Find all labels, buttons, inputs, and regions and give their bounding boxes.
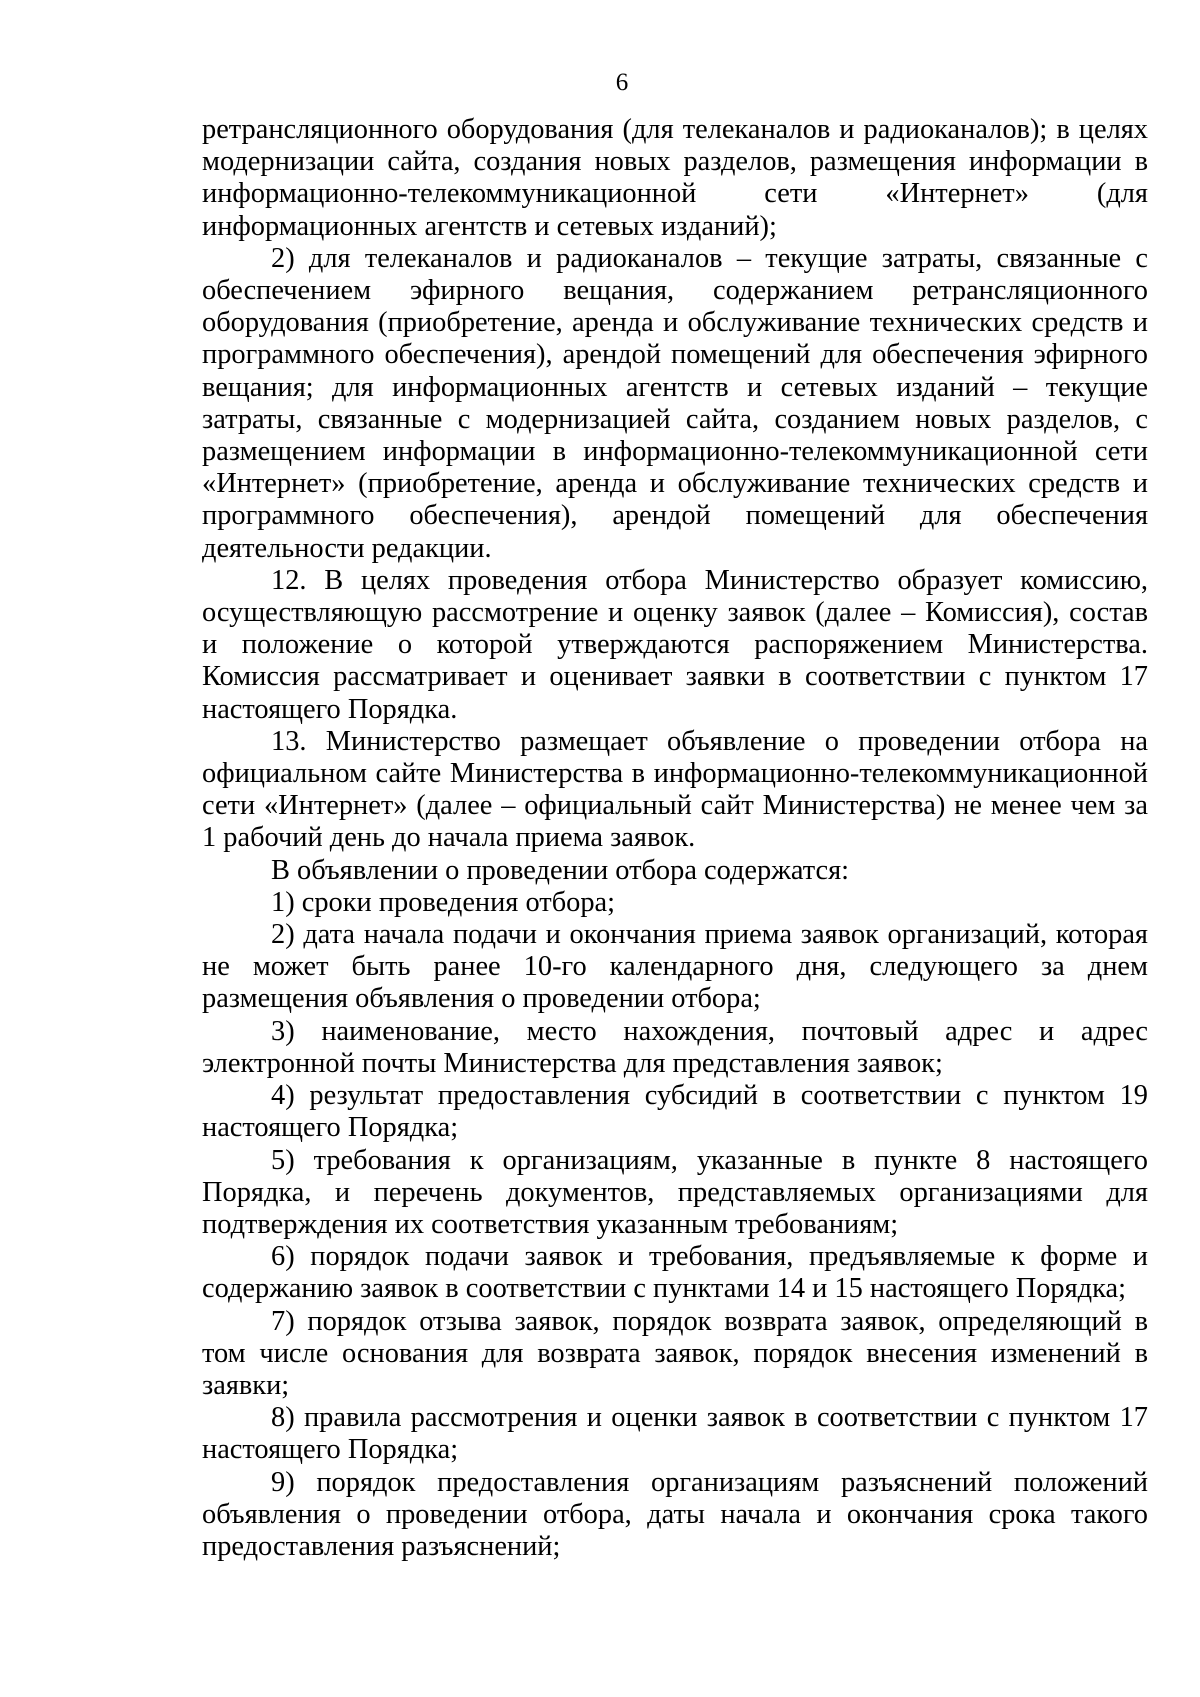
list-item: 5) требования к организациям, указанные в пункте 8 настоящего Порядка, и перечень документов, представляемых организациями для подтверждения их соответствия указанным требованиям; (202, 1144, 1148, 1240)
paragraph: 13. Министерство размещает объявление о проведении отбора на официальном сайте Министерства в информационно-телекоммуникационной сети «Интернет» (далее – официальный сайт Министерства) не менее чем за 1 рабочий день до начала приема заявок. (202, 725, 1148, 854)
list-item: 1) сроки проведения отбора; (271, 886, 616, 918)
list-item: 2) дата начала подачи и окончания приема заявок организаций, которая не может быть ранее 10-го календарного дня, следующего за днем размещения объявления о проведении отбора; (202, 919, 1148, 1015)
document-body (202, 114, 1148, 1563)
paragraph: В объявлении о проведении отбора содержатся: (271, 854, 850, 886)
paragraph: 2) для телеканалов и радиоканалов – текущие затраты, связанные с обеспечением эфирного вещания, содержанием ретрансляционного оборудования (приобретение, аренда и обслуживание технических средств и программного обеспечения), арендой помещений для обеспечения эфирного вещания; для информационных агентств и сетевых изданий – текущие затраты, связанные с модернизацией сайта, созданием новых разделов, с размещением информации в информационно-телекоммуникационной сети «Интернет» (приобретение, аренда и обслуживание технических средств и программного обеспечения), арендой помещений для обеспечения деятельности редакции. (202, 242, 1148, 564)
page-number: 6 (615, 69, 629, 96)
list-item: 8) правила рассмотрения и оценки заявок в соответствии с пунктом 17 настоящего Порядка; (202, 1402, 1148, 1466)
list-item: 7) порядок отзыва заявок, порядок возврата заявок, определяющий в том числе основания для возврата заявок, порядок внесения изменений в заявки; (202, 1305, 1148, 1401)
list-item: 3) наименование, место нахождения, почтовый адрес и адрес электронной почты Министерства для представления заявок; (202, 1015, 1148, 1079)
list-item: 9) порядок предоставления организациям разъяснений положений объявления о проведении отбора, даты начала и окончания срока такого предоставления разъяснений; (202, 1466, 1148, 1562)
paragraph: 12. В целях проведения отбора Министерство образует комиссию, осуществляющую рассмотрение и оценку заявок (далее – Комиссия), состав и положение о которой утверждаются распоряжением Министерства. Комиссия рассматривает и оценивает заявки в соответствии с пунктом 17 настоящего Порядка. (202, 564, 1148, 725)
list-item: 6) порядок подачи заявок и требования, предъявляемые к форме и содержанию заявок в соответствии с пунктами 14 и 15 настоящего Порядка; (202, 1241, 1148, 1305)
paragraph: ретрансляционного оборудования (для телеканалов и радиоканалов); в целях модернизации сайта, создания новых разделов, размещения информации в информационно-телекоммуникационной сети «Интернет» (для информационных агентств и сетевых изданий); (202, 114, 1148, 242)
list-item: 4) результат предоставления субсидий в соответствии с пунктом 19 настоящего Порядка; (202, 1080, 1148, 1144)
